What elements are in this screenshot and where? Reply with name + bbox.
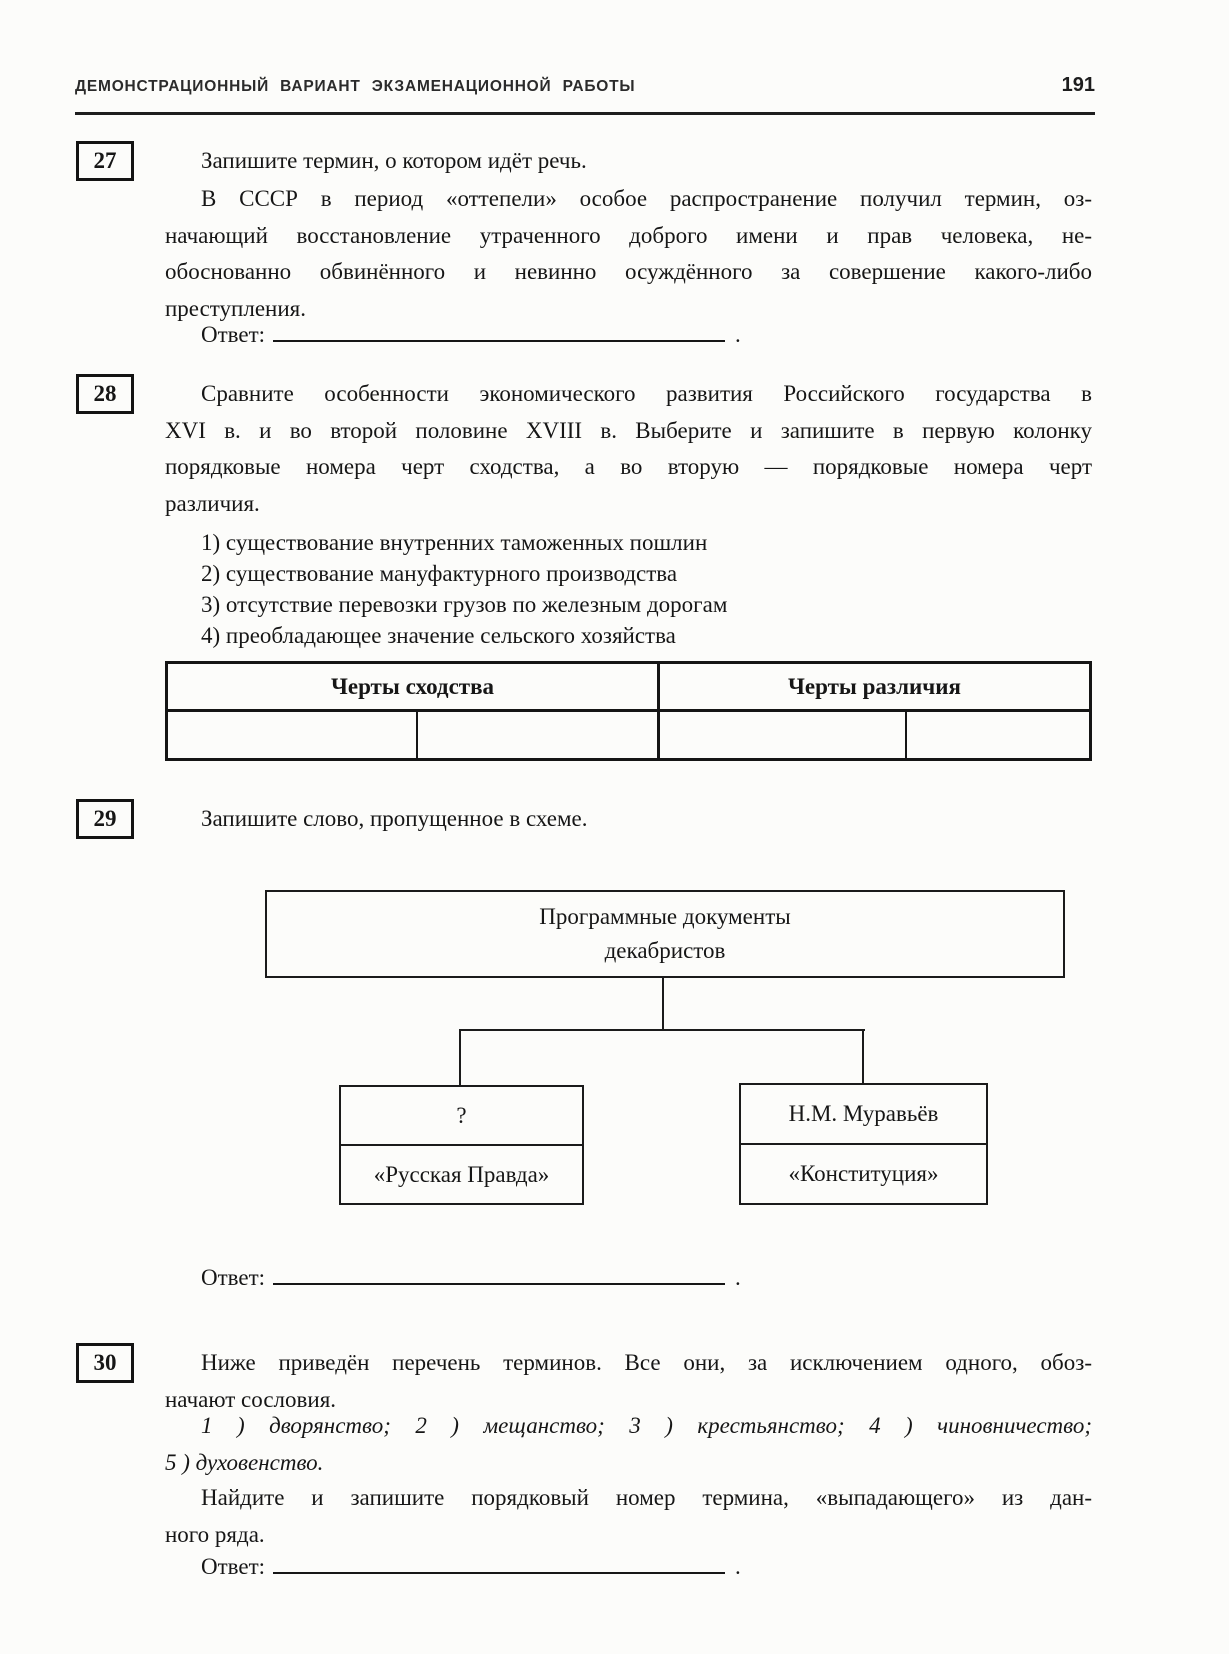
question-prompt: Запишите термин, о котором идёт речь. bbox=[201, 148, 587, 173]
body-line: начают сословия. bbox=[165, 1386, 337, 1412]
question-30-task bbox=[165, 1480, 1092, 1553]
scheme-connector-left-drop bbox=[459, 1029, 461, 1085]
question-30-number-box bbox=[76, 1343, 134, 1383]
question-28-number-box bbox=[76, 374, 134, 414]
scheme-left-box bbox=[339, 1085, 584, 1205]
answer-label: Ответ: bbox=[201, 1553, 266, 1579]
table-answer-cell bbox=[660, 712, 907, 758]
option-item: 4) преобладающее значение сельского хозяйства bbox=[201, 623, 676, 648]
scheme-author-name: Н.М. Муравьёв bbox=[788, 1101, 939, 1126]
question-27-answer-row bbox=[201, 318, 741, 348]
question-28-body bbox=[165, 376, 1092, 522]
answer-period: . bbox=[735, 1264, 741, 1290]
option-item: 1) существование внутренних таможенных пошлин bbox=[201, 530, 708, 555]
table-answer-cell bbox=[168, 712, 418, 758]
scheme-left-document-cell bbox=[341, 1146, 582, 1203]
answer-blank-line bbox=[273, 1550, 725, 1574]
body-line: начающий восстановление утраченного доброго имени и прав человека, не- bbox=[165, 222, 1092, 248]
table-answer-cell bbox=[907, 712, 1089, 758]
question-27-body bbox=[165, 181, 1092, 327]
scheme-connector-stem bbox=[662, 978, 664, 1029]
question-29-prompt-block bbox=[165, 801, 1092, 838]
question-number: 27 bbox=[93, 148, 117, 173]
table-header-differences: Черты различия bbox=[788, 674, 961, 699]
scheme-connector-right-drop bbox=[862, 1029, 864, 1083]
question-number: 28 bbox=[93, 381, 117, 406]
terms-line: 5 ) духовенство. bbox=[165, 1449, 324, 1475]
question-number: 29 bbox=[93, 806, 117, 831]
answer-label: Ответ: bbox=[201, 321, 266, 347]
scheme-root-title-line2: декабристов bbox=[604, 938, 726, 963]
comparison-table-header-row bbox=[168, 664, 1089, 709]
option-item: 2) существование мануфактурного производства bbox=[201, 561, 678, 586]
body-line: В СССР в период «оттепели» особое распространение получил термин, оз- bbox=[201, 186, 1092, 211]
scheme-right-box bbox=[739, 1083, 988, 1205]
option-item: 3) отсутствие перевозки грузов по железным дорогам bbox=[201, 592, 728, 617]
body-line: Сравните особенности экономического развития Российского государства в bbox=[201, 381, 1092, 406]
comparison-table bbox=[165, 661, 1092, 761]
terms-line: 1 ) дворянство; 2 ) мещанство; 3 ) крестьянство; 4 ) чиновничество; bbox=[201, 1413, 1092, 1438]
answer-blank-line bbox=[273, 1261, 725, 1285]
question-29-answer-row bbox=[201, 1261, 741, 1291]
page-header-title: ДЕМОНСТРАЦИОННЫЙ ВАРИАНТ ЭКЗАМЕНАЦИОННОЙ РАБОТЫ bbox=[75, 78, 636, 95]
task-line: ного ряда. bbox=[165, 1521, 265, 1547]
body-line: различия. bbox=[165, 490, 260, 516]
question-28-options bbox=[165, 527, 1092, 651]
scheme-right-author-cell bbox=[741, 1085, 986, 1145]
answer-blank-line bbox=[273, 318, 725, 342]
scheme-root-title-line1: Программные документы bbox=[539, 904, 791, 929]
scheme-missing-word: ? bbox=[456, 1102, 467, 1128]
question-27-number-box bbox=[76, 141, 134, 181]
answer-label: Ответ: bbox=[201, 1264, 266, 1290]
answer-period: . bbox=[735, 1553, 741, 1579]
scheme-document-title: «Русская Правда» bbox=[373, 1161, 550, 1187]
question-30-answer-row bbox=[201, 1550, 741, 1580]
body-line: преступления. bbox=[165, 295, 306, 321]
scheme-left-author-cell bbox=[341, 1087, 582, 1146]
answer-period: . bbox=[735, 321, 741, 347]
body-line: XVI в. и во второй половине XVIII в. Выберите и запишите в первую колонку bbox=[165, 417, 1092, 443]
body-line: обоснованно обвинённого и невинно осуждённого за совершение какого-либо bbox=[165, 259, 1092, 284]
task-line: Найдите и запишите порядковый номер термина, «выпадающего» из дан- bbox=[201, 1485, 1092, 1510]
question-prompt: Запишите слово, пропущенное в схеме. bbox=[201, 806, 588, 831]
question-27-prompt-block bbox=[165, 143, 1092, 180]
scheme-connector-crossbar bbox=[459, 1029, 865, 1031]
scheme-root-box bbox=[265, 890, 1065, 978]
page-number: 191 bbox=[1061, 74, 1095, 96]
comparison-table-answer-row bbox=[168, 709, 1089, 758]
page-header bbox=[75, 74, 1095, 97]
scheme-right-document-cell bbox=[741, 1145, 986, 1203]
scheme-document-title: «Конституция» bbox=[788, 1161, 939, 1186]
question-29-number-box bbox=[76, 799, 134, 839]
body-line: Ниже приведён перечень терминов. Все они, за исключением одного, обоз- bbox=[201, 1350, 1092, 1375]
header-rule bbox=[75, 112, 1095, 115]
body-line: порядковые номера черт сходства, а во вторую — порядковые номера черт bbox=[165, 454, 1092, 479]
table-header-similarities: Черты сходства bbox=[168, 664, 660, 709]
table-answer-cell bbox=[418, 712, 660, 758]
question-number: 30 bbox=[93, 1350, 117, 1375]
question-30-terms-list bbox=[165, 1408, 1092, 1481]
